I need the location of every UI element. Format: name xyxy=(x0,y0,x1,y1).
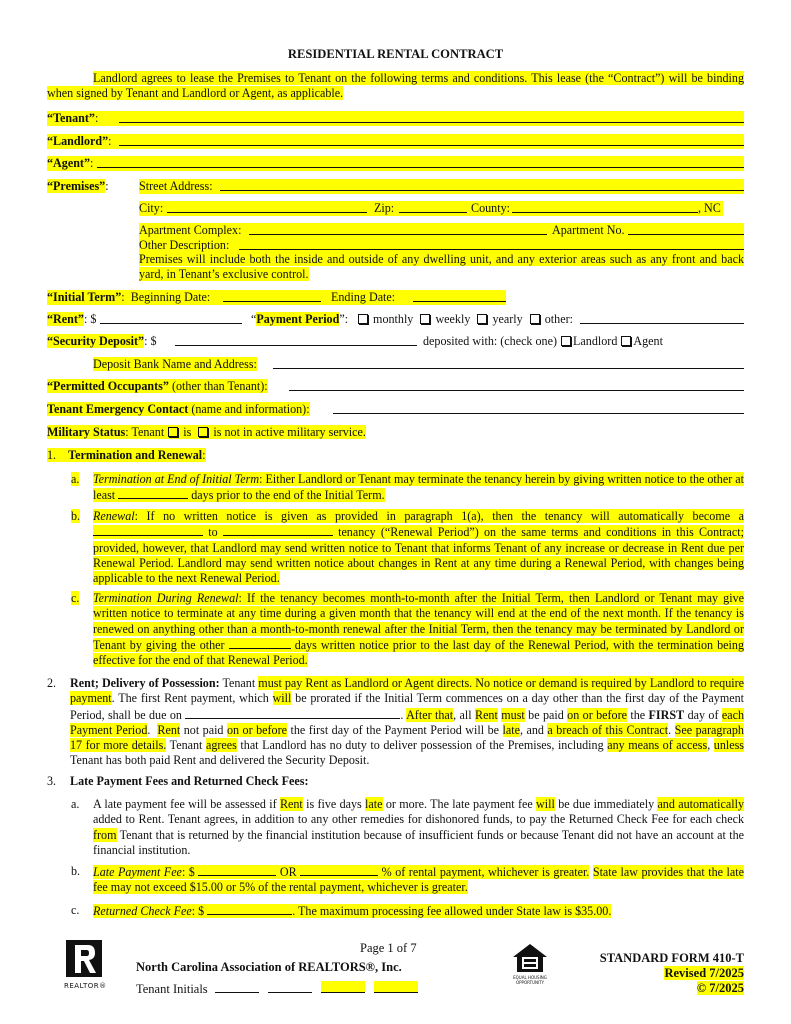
other-description-label: Other Description: xyxy=(139,238,230,252)
s2-text: that Landlord has no duty to deliver possession of the Premises, including xyxy=(240,738,604,753)
agent-label: “Agent” xyxy=(47,156,90,170)
monthly-label: monthly xyxy=(373,312,414,326)
s3a-text: A late payment fee will be assessed if xyxy=(93,797,277,811)
other-period-input[interactable] xyxy=(580,323,744,324)
rent-row: “Rent”: $ “Payment Period”: monthly weekly yearly other: xyxy=(47,312,744,327)
section-2-title: Rent; Delivery of Possession: xyxy=(70,676,220,690)
section-1b-title: Renewal xyxy=(93,509,135,523)
security-deposit-label: “Security Deposit” xyxy=(47,334,145,348)
apartment-no-input[interactable] xyxy=(628,234,744,235)
other-label: other: xyxy=(544,312,573,326)
renewal-notice-days-input[interactable] xyxy=(229,637,291,649)
deposited-with-label: deposited with: (check one) xyxy=(423,334,557,348)
tenant-initials-label: Tenant Initials xyxy=(136,982,208,996)
late-fee-amount-input[interactable] xyxy=(198,864,276,876)
city-label: City: xyxy=(139,201,164,215)
permitted-occupants-label: “Permitted Occupants” xyxy=(47,379,169,393)
section-3b: Late Payment Fee: $ OR % of rental payment, whichever is greater. State law provides that the late fee may not exceed $15.00 or 5% of the rental payment, whichever is greater. xyxy=(93,865,744,895)
section-1c-title: Termination During Renewal xyxy=(93,591,239,605)
s2-text: . xyxy=(147,722,151,737)
s3a-highlight: late xyxy=(365,797,383,811)
section-1c-text: If the tenancy becomes month-to-month after the Initial Term, then Landlord or Tenant may give written notice to terminate at any time during a given month that the tenancy will end at the end of the next month. If the tenancy is renewed on anything other than a month-to-month renewal after the Initial Term, then the tenancy may be terminated by Landlord or Tenant by giving the other xyxy=(93,591,744,652)
form-info xyxy=(600,951,744,996)
initials-input-2[interactable] xyxy=(268,981,312,993)
s2-highlight: any means of access xyxy=(607,738,708,753)
section-1b-text-2: tenancy (“Renewal Period”) on the same terms and conditions in this Contract; provided, however, that Landlord may send written notice to Tenant that informs Tenant of any increase or decrease in Rent due per Renewal Period. Landlord may send written notice about changes in Rent at any time during a Renewal Period, with changes being applicable to the next Renewal Period. xyxy=(93,525,744,586)
street-input[interactable] xyxy=(220,190,744,191)
permitted-occupants-suffix: (other than Tenant): xyxy=(171,379,268,393)
county-input[interactable] xyxy=(512,212,698,213)
tenant-field-row: “Tenant”: xyxy=(47,111,744,126)
realtor-logo-text: REALTOR® xyxy=(64,982,107,990)
emergency-contact-label: Tenant Emergency Contact xyxy=(47,402,189,416)
s3a-text: Tenant that is returned by the financial institution because of insufficient funds or because Tenant did not have an account at the financial institution. xyxy=(93,827,744,857)
initials-input-1[interactable] xyxy=(215,981,259,993)
zip-label: Zip: xyxy=(374,201,395,215)
section-3-title: Late Payment Fees and Returned Check Fees: xyxy=(70,774,309,788)
other-description-input[interactable] xyxy=(239,249,744,250)
section-1a-text: Either Landlord or Tenant may terminate the tenancy herein by giving written notice to the other at least xyxy=(93,472,744,503)
late-fee-or: OR xyxy=(279,865,297,879)
revised-date: Revised 7/2025 xyxy=(664,966,744,980)
payment-period-label: Payment Period xyxy=(256,312,340,326)
military-tenant-text: Tenant xyxy=(131,425,165,439)
section-1b-letter: b. xyxy=(71,509,81,523)
section-3a-letter: a. xyxy=(71,797,80,811)
s3a-highlight: Rent xyxy=(279,797,303,811)
notice-days-input[interactable] xyxy=(118,487,188,499)
section-1c-text-2: days written notice prior to the last day of the Renewal Period, with the termination being effective for the end of that Renewal Period. xyxy=(93,637,745,668)
agent-option-label: Agent xyxy=(633,334,663,348)
security-deposit-input[interactable] xyxy=(175,345,417,346)
initials-input-3[interactable] xyxy=(321,981,365,993)
s2-text: , and xyxy=(519,722,544,737)
emergency-contact-input[interactable] xyxy=(333,413,744,414)
s2-highlight: on or before xyxy=(226,722,287,737)
s2-text: Tenant xyxy=(222,676,256,690)
initials-input-4[interactable] xyxy=(374,981,418,993)
deposit-bank-input[interactable] xyxy=(273,368,744,369)
s2-highlight: late xyxy=(502,722,520,737)
deposit-bank-label: Deposit Bank Name and Address: xyxy=(93,357,257,371)
landlord-checkbox[interactable] xyxy=(561,336,571,346)
intro-paragraph xyxy=(47,71,744,102)
first-rent-due-date-input[interactable] xyxy=(185,707,400,719)
section-2-number: 2. xyxy=(47,676,57,690)
section-1a-letter: a. xyxy=(71,472,80,486)
apartment-complex-label: Apartment Complex: xyxy=(139,223,242,237)
s2-text: , all xyxy=(453,707,472,722)
ending-date-label: Ending Date: xyxy=(331,290,396,304)
premises-label-wrap: “Premises”: xyxy=(47,179,109,193)
city-input[interactable] xyxy=(167,212,367,213)
s3a-text: be due immediately xyxy=(558,797,655,811)
copyright: © 7/2025 xyxy=(696,981,744,995)
document-title: RESIDENTIAL RENTAL CONTRACT xyxy=(287,47,504,61)
tenant-input[interactable] xyxy=(119,122,744,123)
section-1b-to: to xyxy=(208,525,218,540)
s2-highlight: unless xyxy=(713,738,745,753)
weekly-label: weekly xyxy=(435,312,471,326)
deposit-bank-row xyxy=(93,357,744,372)
security-deposit-row: “Security Deposit”: $ deposited with: (check one) Landlord Agent xyxy=(47,334,663,348)
realtor-logo xyxy=(66,940,102,977)
s3a-highlight: from xyxy=(93,827,117,842)
county-label: County: xyxy=(471,201,510,215)
agent-checkbox[interactable] xyxy=(621,336,631,346)
section-3c-letter: c. xyxy=(71,903,80,917)
organization-name: North Carolina Association of REALTORS®, Inc. xyxy=(136,960,402,974)
military-is-not-checkbox[interactable] xyxy=(198,427,208,437)
s2-text: Tenant has both paid Rent and delivered the Security Deposit. xyxy=(70,753,370,768)
initial-term-row: “Initial Term”: Beginning Date: Ending Date: xyxy=(47,290,506,305)
weekly-checkbox[interactable] xyxy=(420,314,430,324)
equal-housing-icon xyxy=(512,943,548,973)
s3a-highlight: will xyxy=(536,797,555,811)
returned-check-fee-title: Returned Check Fee xyxy=(93,904,192,918)
rent-label: “Rent” xyxy=(47,312,84,326)
s2-highlight: on or before xyxy=(567,707,627,722)
s2-highlight: agrees xyxy=(205,738,237,753)
s2-highlight: will xyxy=(272,691,292,706)
premises-note-text: Premises will include both the inside and outside of any dwelling unit, and any exterior areas such as any front and back yard, in Tenant’s exclusive control. xyxy=(139,252,744,282)
equal-housing-logo xyxy=(512,943,548,973)
section-1c: Termination During Renewal: If the tenancy becomes month-to-month after the Initial Term, then Landlord or Tenant may give written notice to terminate at any time during a given month that the tenancy will end at the end of the next month. If the tenancy is renewed on anything other than a month-to-month renewal after the Initial Term, then the tenancy may be terminated by Landlord or Tenant by giving the other days written notice prior to the last day of the Renewal Period, with the termination being effective for the end of that Renewal Period. xyxy=(93,591,745,668)
s2-text: . xyxy=(400,707,404,722)
beginning-date-input[interactable] xyxy=(223,301,321,302)
monthly-checkbox[interactable] xyxy=(358,314,368,324)
military-is-label: is xyxy=(183,425,192,439)
military-status-label: Military Status xyxy=(47,425,126,439)
military-is-not-label: is not in active military service. xyxy=(213,425,366,439)
apartment-complex-input[interactable] xyxy=(249,234,547,235)
section-1a-text-2: days prior to the end of the Initial Term. xyxy=(191,488,385,503)
yearly-label: yearly xyxy=(492,312,523,326)
renewal-to-input[interactable] xyxy=(223,524,333,536)
s2-highlight: each Payment Period xyxy=(70,707,745,737)
s2-highlight: must pay Rent as Landlord or Agent directs. No notice or demand is required by Landlord to require payment xyxy=(70,676,745,706)
rent-amount-input[interactable] xyxy=(100,323,242,324)
page-number: Page 1 of 7 xyxy=(360,941,417,955)
form-number: STANDARD FORM 410-T xyxy=(599,951,744,965)
section-1-number: 1. xyxy=(47,448,57,462)
payment-period-options xyxy=(357,312,573,327)
section-1b-text: If no written notice is given as provided in paragraph 1(a), then the tenancy will automatically become a xyxy=(146,509,744,523)
s2-text: be paid xyxy=(528,707,564,722)
realtor-r-icon xyxy=(66,940,102,977)
section-1b: Renewal: If no written notice is given as provided in paragraph 1(a), then the tenancy will automatically become a to tenancy (“Renewal Period”) on the same terms and conditions in this Contract; provided, however, that Landlord may send written notice to Tenant that informs Tenant of any increase or decrease in Rent due per Renewal Period. Landlord may send written notice about changes in Rent at any time during a Renewal Period, with changes being applicable to the next Renewal Period. xyxy=(93,509,744,586)
s2-text: . The first Rent payment, which xyxy=(111,691,269,706)
intro-text: Landlord agrees to lease the Premises to Tenant on the following terms and conditions. This lease (the “Contract”) will be binding when signed by Tenant and Landlord or Agent, as applicable. xyxy=(47,71,744,101)
section-2 xyxy=(70,676,744,769)
returned-check-fee-input[interactable] xyxy=(207,903,292,915)
returned-check-text: . The maximum processing fee allowed under State law is $35.00. xyxy=(292,904,612,918)
late-fee-percent-input[interactable] xyxy=(300,864,378,876)
s3a-text: or more. The late payment fee xyxy=(385,797,533,811)
renewal-from-input[interactable] xyxy=(93,524,203,536)
s2-highlight: See paragraph 17 for more details. xyxy=(70,722,744,753)
initial-term-label: “Initial Term” xyxy=(47,290,122,304)
late-fee-text: % of rental payment, whichever is greater. xyxy=(381,865,590,879)
section-3b-letter: b. xyxy=(71,864,81,878)
tenant-label: “Tenant” xyxy=(47,111,95,125)
landlord-option-label: Landlord xyxy=(573,334,618,348)
ending-date-input[interactable] xyxy=(413,301,506,302)
beginning-date-label: Beginning Date: xyxy=(130,290,211,304)
section-3a xyxy=(93,797,744,858)
complex-row xyxy=(139,223,744,238)
street-label: Street Address: xyxy=(139,179,213,193)
section-3c: Returned Check Fee: $ . The maximum processing fee allowed under State law is $35.00. xyxy=(93,904,612,918)
s2-highlight: must xyxy=(501,707,525,722)
s2-text: be prorated if the Initial Term commences on a day other than the first day of the Payment Period, shall be due on xyxy=(70,691,744,722)
zip-input[interactable] xyxy=(399,212,467,213)
s2-text: the xyxy=(630,707,646,722)
street-row xyxy=(139,179,744,194)
s2-highlight: After that xyxy=(406,707,454,722)
section-1a-title: Termination at End of Initial Term xyxy=(93,472,260,486)
returned-check-currency: $ xyxy=(198,904,205,918)
agent-input[interactable] xyxy=(97,167,744,168)
apartment-no-label: Apartment No. xyxy=(552,223,625,237)
premises-note xyxy=(139,252,744,283)
permitted-occupants-row xyxy=(47,379,744,394)
emergency-contact-row xyxy=(47,402,744,417)
landlord-label: “Landlord” xyxy=(47,134,109,148)
s3a-text: is five days xyxy=(306,797,362,811)
s2-text: Tenant xyxy=(169,738,203,753)
section-1a: Termination at End of Initial Term: Either Landlord or Tenant may terminate the tenancy herein by giving written notice to the other at least days prior to the end of the Initial Term. xyxy=(93,472,744,503)
rent-currency: $ xyxy=(90,312,97,326)
s2-first-emphasis: FIRST xyxy=(648,707,685,722)
permitted-occupants-input[interactable] xyxy=(289,390,744,391)
eho-line-1: EQUAL HOUSING xyxy=(513,975,547,980)
late-fee-currency: $ xyxy=(188,865,195,879)
section-1-title: Termination and Renewal xyxy=(68,448,203,462)
section-3-number: 3. xyxy=(47,774,57,788)
yearly-checkbox[interactable] xyxy=(477,314,487,324)
agent-field-row: “Agent”: xyxy=(47,156,744,171)
s3a-text: added to Rent. Tenant agrees, in addition to any other remedies for dishonored funds, to pay the Returned Check Fee for each check xyxy=(93,812,744,827)
equal-housing-text xyxy=(509,975,551,985)
s2-text: . xyxy=(668,722,672,737)
s2-text: not paid xyxy=(183,722,224,737)
section-1c-letter: c. xyxy=(71,591,80,605)
late-fee-title: Late Payment Fee xyxy=(93,865,182,879)
s2-highlight: a breach of this Contract xyxy=(547,722,669,737)
other-checkbox[interactable] xyxy=(530,314,540,324)
late-fee-state-law: State law provides that the late fee may not exceed $15.00 or 5% of the rental payment, whichever is greater. xyxy=(93,865,744,895)
s2-text: day of xyxy=(687,707,719,722)
other-description-row xyxy=(139,238,744,253)
tenant-initials-row xyxy=(136,981,418,997)
premises-label: “Premises” xyxy=(47,179,106,193)
s3a-highlight: and automatically xyxy=(657,797,745,811)
city-row xyxy=(139,201,723,216)
deposit-currency: $ xyxy=(150,334,157,348)
military-is-checkbox[interactable] xyxy=(168,427,178,437)
s2-text: the first day of the Payment Period will be xyxy=(290,722,500,737)
eho-line-2: OPPORTUNITY xyxy=(515,980,545,985)
section-1-heading: 1. Termination and Renewal: xyxy=(47,448,206,462)
landlord-input[interactable] xyxy=(119,145,744,146)
military-status-row: Military Status: Tenant is is not in active military service. xyxy=(47,425,366,439)
landlord-field-row: “Landlord”: xyxy=(47,134,744,149)
s2-highlight: Rent xyxy=(475,707,498,722)
s2-highlight: Rent xyxy=(157,722,181,737)
s2-text: , xyxy=(707,738,711,753)
state-suffix: , NC xyxy=(698,201,721,215)
emergency-contact-suffix: (name and information): xyxy=(191,402,310,416)
